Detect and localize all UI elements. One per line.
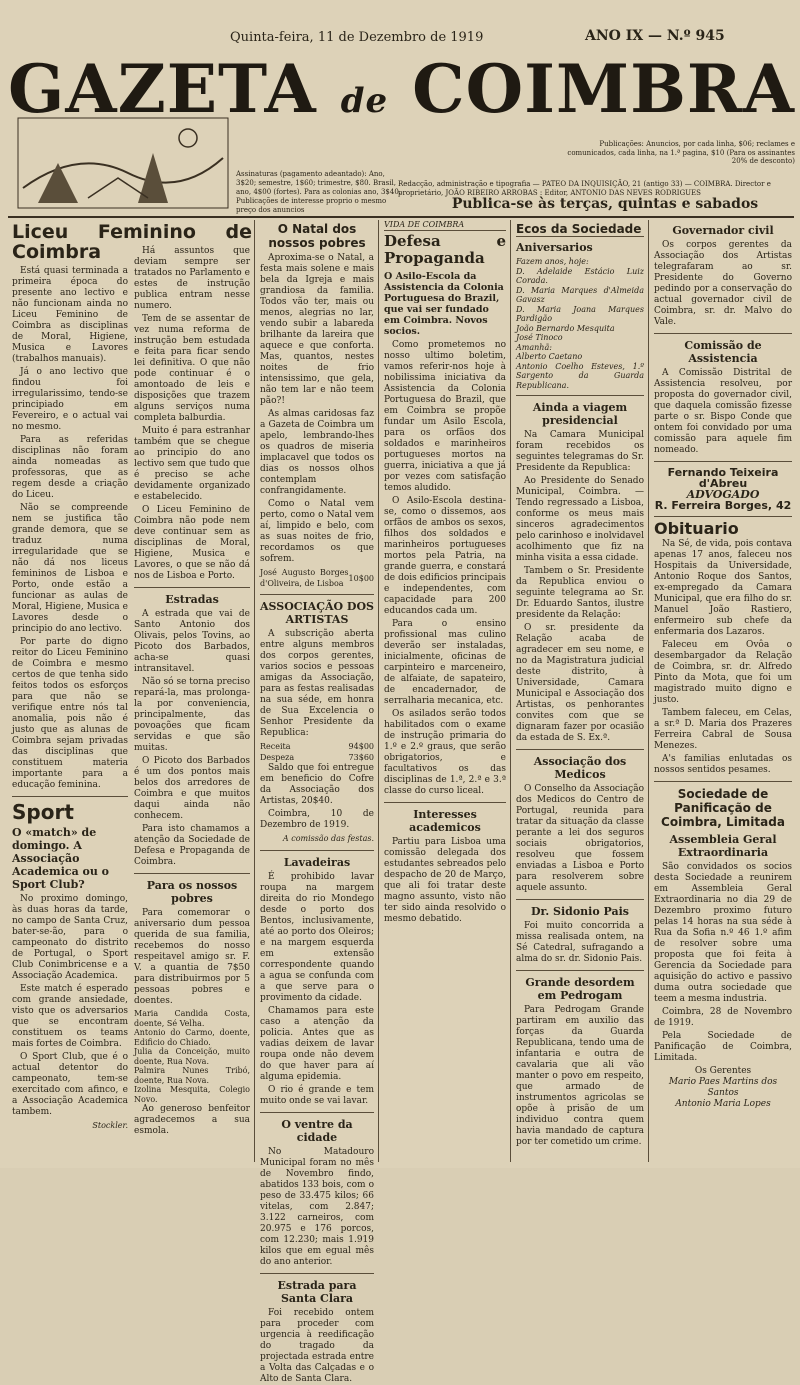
issue-date: Quinta-feira, 11 de Dezembro de 1919 [230, 30, 484, 45]
list-item: Antonio Maria Lopes [675, 1099, 771, 1109]
headline-medicos: Associação dos Medicos [533, 755, 627, 781]
paragraph: Aproxima-se o Natal, a festa mais solene e mais bela da Igreja e mais grandiosa da familia. Todos vão ter, mais ou menos, alegrias no lar, vendo subir a labareda brilhante da lareira que aquece e que conforta. Mas, quantos, nestes noites de frio intensissimo, que gela, não tem lar e não teem pão?! [260, 253, 374, 406]
list-item: D. Maria Marques d'Almeida Gavasz [516, 285, 644, 304]
column-4 [384, 220, 506, 1162]
pobres-list [134, 1009, 250, 1104]
headline-liceu: Liceu Feminino de Coimbra [12, 221, 252, 263]
artistas-signature: A comissão das festas. [282, 834, 374, 843]
paragraph: Como o Natal vem perto, como o Natal vem aí, limpido e belo, com as suas noites de frio, recordamos os que sofrem. [260, 499, 374, 564]
list-item: Antonio do Carmo, doente, Edificio do Chiado. [134, 1028, 250, 1047]
article-liceu-continued [134, 246, 250, 582]
issue-number: ANO IX — N.º 945 [585, 28, 725, 44]
sport-subheading: O «match» de domingo. A Associação Academica ou o Sport Club? [12, 826, 110, 891]
paragraph: É prohibido lavar roupa na margem direita do rio Mondego desde o porto dos Bentos, inclusivamente, até ao porto dos Oleiros; e na margem esquerda em extensão correspondente quando a agua se confunda com a que serve para o provimento da cidade. [260, 872, 374, 1003]
headline-lavadeiras: Lavadeiras [283, 856, 351, 869]
lawyer-role: ADVOGADO [686, 488, 760, 501]
paragraph: Tem de se assentar de vez numa reforma de instrução bem estudada e feita para ficar sendo lei definitiva. O que não pode continuar é o amontoado de leis e disposições que trazem alguns serviços numa completa balburdia. [134, 314, 250, 423]
headline-interesses: Interesses academicos [409, 807, 481, 834]
divider [384, 802, 506, 803]
headline-governador: Governador civil [672, 224, 774, 237]
article-matadouro-body: No Matadouro Municipal foram no mês de Novembro findo, abatidos 133 bois, com o peso de 33.475 kilos; 66 vitelas, com 2.847; 3.122 carneiros, com 20.975 e 176 porcos, com 12.230; mais 1.919 kilos que em egual mês do ano anterior. [260, 1147, 374, 1267]
headline-sport: Sport [12, 800, 74, 824]
receipts-label: Receita [260, 742, 291, 751]
divider [260, 850, 374, 851]
pobres-end: Ao generoso benfeitor agradecemos a sua esmola. [134, 1104, 250, 1136]
article-sidonio-body: Foi muito concorrida a missa realisada ontem, na Sé Catedral, sufragando a alma do sr. dr. Sidonio Pais. [516, 921, 644, 964]
paragraph: O sr. presidente da Relação acaba de agradecer em seu nome, e no da Magistratura judicial deste distrito, à Universidade, Camara Municipal e Associação dos Artistas, os penhorantes convites com que se dignaram fazer por ocasião da estada de S. Ex.ª. [516, 623, 644, 743]
divider [260, 1112, 374, 1113]
column-2 [134, 246, 250, 1162]
headline-obituario: Obituario [654, 519, 739, 538]
masthead-rule [8, 216, 794, 218]
paragraph: Tambem faleceu, em Celas, a sr.ª D. Maria dos Prazeres Ferreira Cabral de Sousa Menezes. [654, 708, 792, 751]
list-item: Mario Paes Martins dos Santos [668, 1077, 778, 1098]
headline-matadouro: O ventre da cidade [281, 1118, 353, 1144]
divider [260, 594, 374, 595]
article-estradas-body [134, 609, 250, 868]
editorial-info: Redacção, administração e tipografia — PATEO DA INQUISIÇÃO, 21 (antigo 33) — COIMBRA. Director e proprietário, JOÃO RIBEIRO ARROBAS : Editor, ANTONIO DAS NEVES RODRIGUES [398, 180, 771, 197]
paragraph: Na Camara Municipal foram recebidos os seguintes telegramas do Sr. Presidente da Republica: [516, 430, 644, 473]
paragraph: Para isto chamamos a atenção da Sociedade de Defesa e Propaganda de Coimbra. [134, 824, 250, 867]
list-item: Julia da Conceição, muito doente, Rua Nova. [134, 1047, 250, 1066]
lawyer-ad [654, 467, 792, 511]
paragraph: Como prometemos no nosso ultimo boletim, vamos referir-nos hoje à nobilissima iniciativa da Assistencia da Colonia Portuguesa do Brazil, que em Coimbra se propõe fundar um Asilo Escola, para os orfãos dos soldados e marinheiros portugueses mortos na guerra, iniciativa a que já por vezes com satisfação temos aludido. [384, 339, 506, 493]
divider [516, 395, 644, 396]
paragraph: Já o ano lectivo que findou foi irregularissimo, tendo-se principiado em Fevereiro, e o actual vai no mesmo. [12, 367, 128, 432]
list-item: Izolina Mesquita, Colegio Novo. [134, 1085, 250, 1104]
article-assistencia-body: A Comissão Distrital de Assistencia resolveu, por proposta do governador civil, que daquela comissão fizesse parte o sr. Bispo Conde que ontem foi convidado por uma comissão para aquele fim nomeado. [654, 368, 792, 455]
column-5 [516, 220, 644, 1162]
column-3 [260, 220, 374, 1384]
headline-pedrogam: Grande desordem em Pedrogam [525, 976, 635, 1002]
lawyer-name: Fernando Teixeira d'Abreu [667, 466, 779, 490]
artistas-accounts [260, 741, 374, 763]
article-interesses-body: Partiu para Lisboa uma comissão delegada dos estudantes sebreados pelo despacho de 20 de Março, que ali foi tratar deste magno assunto, visto não ter sido ainda resolvido o mesmo debatido. [384, 836, 506, 924]
paragraph: Por parte do digno reitor do Liceu Feminino de Coimbra e mesmo certos de que tenha sido feitos todos os esforços para que não se verifique entre nós tal anomalia, pois não é justo que as alunas de Coimbra sejam privadas das disciplinas que constituem materia importante para a educação feminina. [12, 637, 128, 790]
panificacao-signature: Pela Sociedade de Panificação de Coimbra, Limitada. [654, 1031, 792, 1063]
headline-pobres: Para os nossos pobres [146, 879, 238, 905]
column-divider [378, 220, 379, 1162]
paragraph: As almas caridosas faz a Gazeta de Coimbra um apelo, lembrando-lhes os quadros de miseria implacavel que todos os dias os nossos olhos contemplam confrangidamente. [260, 409, 374, 496]
masthead-vignette [18, 118, 228, 208]
list-item: Antonio Coelho Esteves, 1.º Sargento da Guarda Republicana. [516, 361, 644, 390]
paragraph: Para as referidas disciplinas não foram ainda nomeadas as professoras, que as regem desde a criação do Liceu. [12, 435, 128, 500]
panificacao-subheading: Assembleia Geral Extraordinaria [669, 833, 777, 859]
divider [516, 899, 644, 900]
article-natal-body [260, 253, 374, 565]
panificacao-managers [654, 1077, 792, 1110]
list-item: João Bernardo Mesquita [516, 323, 615, 333]
paragraph: Este match é esperado com grande ansiedade, visto que os adversarios que se encontram constituem os teams mais fortes de Coimbra. [12, 984, 128, 1049]
donation-value: 10$00 [348, 573, 374, 583]
list-item: D. Adelaide Estácio Luiz Corada. [516, 266, 644, 285]
section-kicker: VIDA DE COIMBRA [384, 220, 506, 231]
paragraph: Ao Presidente do Senado Municipal, Coimbra. — Tendo regressado a Lisboa, conforme os meus mais sinceros agradecimentos pelo carinhoso e inolvidavel acolhimento que fiz na minha visita a essa cidade. [516, 476, 644, 563]
article-liceu-body [12, 266, 128, 791]
masthead [0, 0, 800, 215]
paragraph: Muito é para estranhar também que se chegue ao principio do ano lectivo sem que tudo que é preciso se ache devidamente organizado e estabelecido. [134, 426, 250, 502]
donation-table [260, 567, 374, 589]
anniversaries-title: Aniversarios [516, 241, 593, 254]
article-panificacao-body: São convidados os socios desta Sociedade a reunirem em Assembleia Geral Extraordinaria no dia 29 de Dezembro proximo futuro pelas 14 horas na sua séde à Rua da Sofia n.º 46 1.º afim de resolver sobre uma proposta que foi feita à Gerencia da Sociedade para aquisição do activo e passivo duma outra sociedade que teem a mesma industria. [654, 862, 792, 1004]
paragraph: O Sport Club, que é o actual detentor do campeonato, tem-se exercitado com afinco, e a Associação Academica tambem. [12, 1052, 128, 1117]
paragraph: Na Sé, de vida, pois contava apenas 17 anos, faleceu nos Hospitais da Universidade, Antonio Roque dos Santos, ex-empregado da Camara Municipal, que era filho do sr. Manuel João Rastiero, enfermeiro sub chefe da enfermaria dos Lazaros. [654, 539, 792, 637]
headline-artistas: ASSOCIAÇÃO DOS ARTISTAS [260, 600, 374, 626]
article-santa-clara-body: Foi recebido ontem para proceder com urgencia à reedificação do tragado da projectada estrada entre a Volta das Calçadas e o Alto de Santa Clara. [260, 1308, 374, 1384]
headline-sidonio: Dr. Sidonio Pais [531, 905, 629, 918]
paragraph: Chamamos para este caso a atenção da policia. Antes que as vadias deixem de lavar roupa onde não devem do que haver para aí alguma epidemia. [260, 1006, 374, 1082]
article-governador-body: Os corpos gerentes da Associação dos Artistas telegrafaram ao sr. Presidente do Governo pedindo por a conservação do actual governador civil de Coimbra, sr. dr. Malvo do Vale. [654, 240, 792, 327]
divider [134, 587, 250, 588]
article-pobres-body [134, 908, 250, 1007]
receipts-value: 94$00 [348, 742, 374, 751]
headline-estradas: Estradas [165, 593, 219, 606]
logo-word-de: de [340, 81, 389, 121]
paragraph: Para o ensino profissional mas culino deverão ser instaladas, inicialmente, oficinas de carpinteiro e marceneiro, de alfaiate, de sapateiro, de encadernador, de serralharia mecanica, etc. [384, 618, 506, 706]
article-lavadeiras-body [260, 872, 374, 1107]
article-viagem-body [516, 430, 644, 744]
paragraph: Faleceu em Ovôa o desembargador da Relação de Coimbra, sr. dr. Alfredo Pinto da Mota, que foi um magistrado muito digno e justo. [654, 640, 792, 705]
newspaper-logo [8, 50, 795, 128]
paragraph: Há assuntos que deviam sempre ser tratados no Parlamento e estes de instrução publica entram nesse numero. [134, 246, 250, 311]
headline-defesa: Defesa e Propaganda [384, 231, 506, 267]
divider [654, 516, 792, 517]
article-obituario-body [654, 539, 792, 752]
paragraph: Está quasi terminada a primeira época do presente ano lectivo e não funcionam ainda no Liceu Feminino de Coimbra as disciplinas de Moral, Higiene, Musica e Lavores (trabalhos manuais). [12, 266, 128, 364]
paragraph: Os asilados serão todos habilitados com o exame de instrução primaria do 1.º e 2.º graus, que serão obrigatorios, e facultativos os das disciplinas de 1.ª, 2.ª e 3.ª classe do curso liceal. [384, 708, 506, 796]
paragraph: O rio é grande e tem muito onde se vai lavar. [260, 1085, 374, 1106]
artistas-end: Saldo que foi entregue em beneficio do Cofre da Associação dos Artistas, 20$40. [260, 763, 374, 806]
divider [516, 970, 644, 971]
logo-word-coimbra: COIMBRA [412, 50, 795, 128]
artistas-place: Coimbra, 10 de Dezembro de 1919. [260, 809, 374, 830]
divider [654, 461, 792, 462]
paragraph: No proximo domingo, às duas horas da tarde, no campo de Santa Cruz, bater-se-ão, para o campeonato do distrito de Portugal, o Sport Club Conimbricense e a Associação Academica. [12, 894, 128, 981]
column-divider [510, 220, 511, 1162]
expenses-label: Despeza [260, 753, 295, 762]
paragraph: Não se compreende nem se justifica tão grande demora, que se traduz numa irregularidade que se não dá nos liceus femininos de Lisboa e Porto, onde estão a funcionar as aulas de Moral, Higiene, Musica e Lavores desde o principio do ano lectivo. [12, 503, 128, 634]
divider [654, 781, 792, 782]
article-medicos-body: O Conselho da Associação dos Medicos do Centro de Portugal, reunida para tratar da situação da classe perante a lei dos seguros sociais obrigatorios, resolveu que fossem enviadas a Lisboa e Porto para resolverem sobre aquele assunto. [516, 784, 644, 893]
column-6 [654, 220, 792, 1162]
headline-ecos: Ecos da Sociedade [516, 222, 644, 237]
paragraph: Tambem o Sr. Presidente da Republica enviou o seguinte telegrama ao Sr. Dr. Eduardo Santos, ilustre presidente da Relação: [516, 566, 644, 620]
paragraph: Para comemorar o aniversario dum pessoa querida de sua familia, recebemos do nosso respeitavel amigo sr. F. V. a quantia de 7$50 para distribuirmos por 5 pessoas pobres e doentes. [134, 908, 250, 1006]
paragraph: A estrada que vai de Santo Antonio dos Olivais, pelos Tovins, ao Picoto dos Barbados, acha-se quasi intransitavel. [134, 609, 250, 674]
anniversaries-list [516, 257, 644, 390]
expenses-value: 73$60 [348, 753, 374, 762]
headline-viagem: Ainda a viagem presidencial [532, 401, 628, 427]
headline-panificacao: Sociedade de Panificação de Coimbra, Limitada [661, 787, 785, 829]
column-divider [648, 220, 649, 1162]
subscription-rates: Assinaturas (pagamento adeantado): Ano, 3$20; semestre, 1$60; trimestre, $80. Brasil, ano, 4$00 (fortes). Para as colonias ano, 3$40. Publicações de interesse proprio o mesmo preço dos anuncios [236, 170, 402, 214]
defesa-subheading: O Asilo-Escola da Assistencia da Colonia Portuguesa do Brazil, que vai ser fundado em Coimbra. Novos socios. [384, 270, 504, 337]
paragraph: O Asilo-Escola destina-se, como o dissemos, aos orfãos de ambos os sexos, filhos dos soldados e marinheiros portugueses mortos pela Patria, na grande guerra, e constará de dois edificios principais e independentes, com capacidade para 200 educandos cada um. [384, 495, 506, 616]
divider [516, 749, 644, 750]
list-item: D. Maria Joana Marques Pardigão [516, 304, 644, 323]
list-item: Amanhã: [516, 342, 552, 352]
advertising-rates: Publicações: Anuncios, por cada linha, $06; reclames e comunicados, cada linha, na 1.ª pagina, $10 (Para os assinantes 20% de desconto) [567, 140, 795, 165]
article-pedrogam-body: Para Pedrogam Grande partiram em auxilio das forças da Guarda Republicana, tendo uma de infantaria e outra de cavalaria que ali vão manter o povo em respeito, que armado de instrumentos agricolas se opõe à prisão de um individuo contra quem havia mandado de captura por ter cometido um crime. [516, 1005, 644, 1147]
panificacao-managers-label: Os Gerentes [694, 1066, 752, 1076]
obituario-end: A's familias enlutadas os nossos sentidos pesames. [654, 754, 792, 775]
logo-word-gazeta: GAZETA [8, 50, 317, 128]
paragraph: O Picoto dos Barbados é um dos pontos mais belos dos arredores de Coimbra e que muitos daqui ainda não conhecem. [134, 756, 250, 821]
headline-natal: O Natal dos nossos pobres [268, 222, 366, 250]
article-sport-body [12, 894, 128, 1118]
headline-santa-clara: Estrada para Santa Clara [277, 1279, 357, 1305]
headline-assistencia: Comissão de Assistencia [684, 339, 762, 365]
list-item: José Tinoco [516, 333, 563, 342]
list-item: Fazem anos, hoje: [516, 257, 589, 266]
divider [654, 333, 792, 334]
paragraph: O Liceu Feminino de Coimbra não pode nem deve continuar sem as disciplinas de Moral, Higiene, Musica e Lavores, o que se não dá nos de Lisboa e Porto. [134, 505, 250, 581]
sport-signature: Stockler. [92, 1121, 128, 1130]
artistas-intro: A subscrição aberta entre alguns membros dos corpos gerentes, varios socios e pessoas amigas da Associação, para as festas realisadas na sua séde, em honra de Sua Excelencia o Senhor Presidente da Republica: [260, 629, 374, 738]
paragraph: Não só se torna preciso repará-la, mas prolonga-la por conveniencia, principalmente, das povoações que ficam servidas e que são muitas. [134, 677, 250, 753]
donation-label: José Augusto Borges d'Oliveira, de Lisboa [260, 568, 349, 588]
lawyer-address: R. Ferreira Borges, 42 [654, 499, 792, 512]
panificacao-place: Coimbra, 28 de Novembro de 1919. [654, 1007, 792, 1028]
article-defesa-body [384, 340, 506, 797]
divider [12, 796, 128, 797]
divider [134, 873, 250, 874]
publication-schedule: Publica-se às terças, quintas e sabados [451, 196, 759, 212]
list-item: Palmira Nunes Tribó, doente, Rua Nova. [134, 1066, 250, 1085]
divider [260, 1273, 374, 1274]
list-item: Alberto Caetano [516, 352, 583, 361]
column-divider [254, 220, 255, 1162]
list-item: Maria Candida Costa, doente, Sé Velha. [134, 1009, 250, 1028]
